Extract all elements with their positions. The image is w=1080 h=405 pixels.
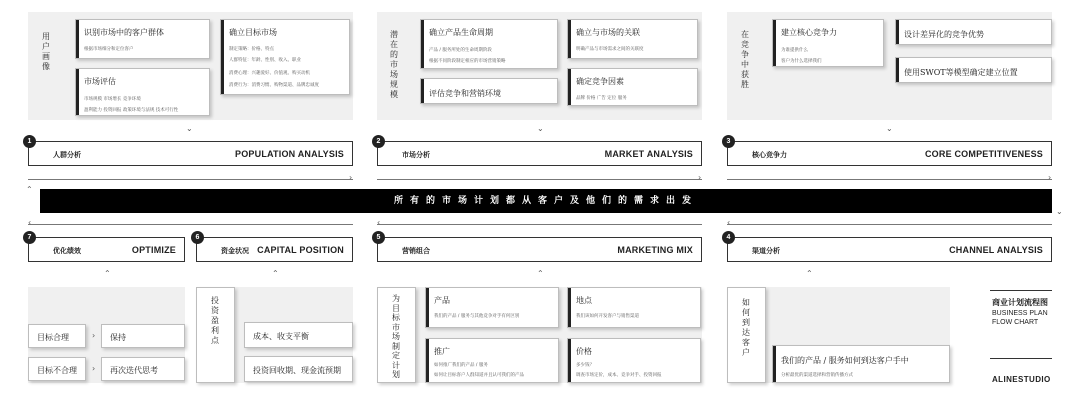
step-number-badge: 4 (722, 231, 735, 244)
card-title: 目标不合理 (37, 366, 77, 375)
card-line: 如何让目标客户人群知道并且认可我们的产品 (434, 373, 524, 378)
card-title: 再次迭代思考 (110, 366, 158, 375)
card-line: 分析最优的渠道选择和营销传播方式 (781, 373, 853, 378)
step-title-en: OPTIMIZE (131, 245, 176, 255)
step-header-optimize (27, 234, 185, 262)
card-place (567, 287, 701, 328)
flow-line (377, 179, 702, 180)
card-line: 根据不同阶段制定相应的市场营销策略 (429, 59, 506, 64)
card-title: 确立产品生命周期 (429, 28, 493, 37)
brand-title-cn: 商业计划流程图 (992, 298, 1048, 307)
card-title: 识别市场中的客户群体 (84, 28, 164, 37)
card-accent-bar (568, 69, 571, 105)
card-market-relation (567, 19, 698, 59)
chevron-up-icon: ⌃ (806, 269, 813, 278)
card-build-core-competence (772, 19, 884, 67)
card-line: 我们的产品 / 服务与其他竞争对手有何区别 (434, 314, 520, 319)
card-reach-customers (727, 287, 766, 383)
card-channel-delivery (772, 345, 950, 383)
step-number-badge: 3 (722, 135, 735, 148)
step-title-en: POPULATION ANALYSIS (235, 149, 344, 159)
flow-line (727, 179, 1052, 180)
studio-logo: ALINESTUDIO (992, 375, 1051, 384)
card-cost-breakeven (244, 322, 353, 348)
card-accent-bar (421, 79, 424, 103)
card-line: 产品 / 服务所处的生命周期阶段 (429, 48, 492, 53)
card-title: 设计差异化的竞争优势 (904, 30, 984, 39)
flow-line (28, 224, 353, 225)
step-number-badge: 7 (23, 231, 36, 244)
card-line: 品牌 价格 广告 定位 服务 (576, 96, 627, 101)
card-accent-bar (896, 58, 899, 82)
card-goal-unreasonable (28, 357, 86, 381)
card-product (425, 287, 559, 328)
brand-divider (990, 358, 1052, 359)
card-title: 产品 (434, 296, 450, 305)
card-accent-bar (76, 69, 79, 115)
card-title: 投资回收期、现金流预期 (253, 366, 341, 375)
step-number-badge: 5 (372, 231, 385, 244)
card-promotion (425, 338, 559, 383)
card-line: 盈利能力 投资回报 政策环境与法规 技术可行性 (84, 108, 179, 113)
step-number-badge: 6 (191, 231, 204, 244)
card-differentiated-advantage (895, 19, 1052, 45)
chevron-up-icon: ⌃ (537, 269, 544, 278)
step-title-en: CORE COMPETITIVENESS (924, 149, 1043, 159)
card-title: 价格 (576, 347, 592, 356)
chevron-right-icon: › (92, 364, 96, 373)
card-plan-for-target-market (377, 287, 416, 383)
vertical-label-market-size: 潜在的市场规模 (390, 30, 398, 99)
card-title: 地点 (576, 296, 592, 305)
card-accent-bar (421, 20, 424, 68)
vertical-label-investment: 投资盈利点 (211, 296, 219, 345)
vertical-label-plan: 为目标市场制定计划 (392, 294, 400, 379)
chevron-up-icon: ⌃ (26, 185, 33, 194)
card-accent-bar (426, 339, 429, 382)
card-line: 为谁提供什么 (781, 48, 808, 53)
card-title: 使用SWOT等模型确定建立位置 (904, 68, 1018, 77)
card-title: 建立核心竞争力 (781, 28, 837, 37)
card-result-iterate (101, 357, 185, 381)
vertical-label-user-portrait: 用户画像 (42, 32, 50, 71)
card-accent-bar (568, 20, 571, 58)
card-line: 如何推广我们的产品 / 服务 (434, 363, 488, 368)
chevron-down-icon: ⌄ (186, 124, 193, 133)
card-product-lifecycle (420, 19, 558, 69)
chevron-down-icon: ⌄ (1056, 207, 1063, 216)
card-line: 调查市场定价，成本、竞争对手、投资回报 (576, 373, 662, 378)
step-title-en: MARKETING MIX (617, 245, 693, 255)
vertical-label-win-competition: 在竞争中获胜 (741, 30, 749, 89)
card-accent-bar (896, 20, 899, 44)
card-line: 明确产品与市场需求之间的关联度 (576, 47, 644, 52)
brand-title-en1: BUSINESS PLAN (992, 310, 1048, 317)
step-header-population (27, 138, 353, 166)
chevron-left-icon: ‹ (727, 218, 731, 227)
step-title-cn: 人群分析 (53, 151, 81, 159)
step-title-cn: 优化绩效 (53, 247, 81, 255)
card-title: 成本、收支平衡 (253, 332, 309, 341)
step-header-channel (726, 234, 1052, 262)
step-title-cn: 市场分析 (402, 151, 430, 159)
card-title: 目标合理 (37, 333, 69, 342)
chevron-left-icon: ‹ (377, 218, 381, 227)
card-title: 评估竞争和营销环境 (429, 89, 501, 98)
card-title: 市场评估 (84, 77, 116, 86)
chevron-left-icon: ‹ (28, 218, 32, 227)
step-title-cn: 渠道分析 (752, 247, 780, 255)
step-title-cn: 资金状况 (221, 247, 249, 255)
card-accent-bar (221, 20, 224, 94)
card-competitive-factors (567, 68, 698, 106)
chevron-up-icon: ⌃ (104, 269, 111, 278)
card-line: 根据市场细分和定位客户 (84, 47, 134, 52)
card-identify-customer-groups (75, 19, 210, 59)
card-line: 多少钱？ (576, 363, 594, 368)
step-title-cn: 营销组合 (402, 247, 430, 255)
card-accent-bar (426, 288, 429, 327)
card-evaluate-competition (420, 78, 558, 104)
card-line: 消费行为：消费习惯、购物渠道、品牌忠诚度 (229, 83, 319, 88)
card-swot-model (895, 57, 1052, 83)
card-market-assessment (75, 68, 210, 116)
chevron-right-icon: › (92, 331, 96, 340)
flow-line (377, 224, 702, 225)
card-title: 确定竞争因素 (576, 77, 624, 86)
step-title-en: MARKET ANALYSIS (604, 149, 693, 159)
card-result-keep (101, 324, 185, 348)
vertical-label-reach: 如何到达客户 (742, 298, 750, 357)
card-line: 消费心理：兴趣爱好、价值观、购买动机 (229, 71, 310, 76)
chevron-right-icon: › (698, 173, 702, 182)
card-accent-bar (568, 288, 571, 327)
card-line: 制定策略：价格、特点 (229, 47, 274, 52)
card-goal-reasonable (28, 324, 86, 348)
step-header-market (376, 138, 702, 166)
card-accent-bar (773, 346, 776, 382)
flow-line (727, 224, 1052, 225)
card-title: 保持 (110, 333, 126, 342)
card-accent-bar (76, 20, 79, 58)
step-number-badge: 2 (372, 135, 385, 148)
chevron-right-icon: › (349, 173, 353, 182)
step-title-cn: 核心竞争力 (752, 151, 787, 159)
card-define-target-market (220, 19, 350, 95)
card-title: 推广 (434, 347, 450, 356)
chevron-down-icon: ⌄ (886, 124, 893, 133)
card-title: 确立目标市场 (229, 28, 277, 37)
card-title: 确立与市场的关联 (576, 28, 640, 37)
card-line: 我们该如何开发客户与销售渠道 (576, 314, 639, 319)
step-title-en: CAPITAL POSITION (257, 245, 344, 255)
card-payback-cashflow (244, 356, 353, 382)
step-header-capital (195, 234, 353, 262)
card-line: 市场规模 市场增长 竞争环境 (84, 97, 141, 102)
brand-title-en2: FLOW CHART (992, 319, 1039, 326)
card-line: 客户为什么选择我们 (781, 59, 822, 64)
step-title-en: CHANNEL ANALYSIS (949, 245, 1043, 255)
step-header-marketing-mix (376, 234, 702, 262)
card-line: 人群特征：年龄、性别、收入、职业 (229, 58, 301, 63)
chevron-right-icon: › (1048, 173, 1052, 182)
flow-line (28, 179, 353, 180)
card-accent-bar (773, 20, 776, 66)
card-investment-profit-point (196, 287, 235, 383)
card-price (567, 338, 701, 383)
step-header-core-competitiveness (726, 138, 1052, 166)
brand-divider (990, 290, 1052, 291)
card-accent-bar (568, 339, 571, 382)
central-banner: 所有的市场计划都从客户及他们的需求出发 (40, 189, 1052, 213)
card-title: 我们的产品 / 服务如何到达客户手中 (781, 356, 909, 365)
chevron-down-icon: ⌄ (537, 124, 544, 133)
step-number-badge: 1 (23, 135, 36, 148)
chevron-up-icon: ⌃ (272, 269, 279, 278)
